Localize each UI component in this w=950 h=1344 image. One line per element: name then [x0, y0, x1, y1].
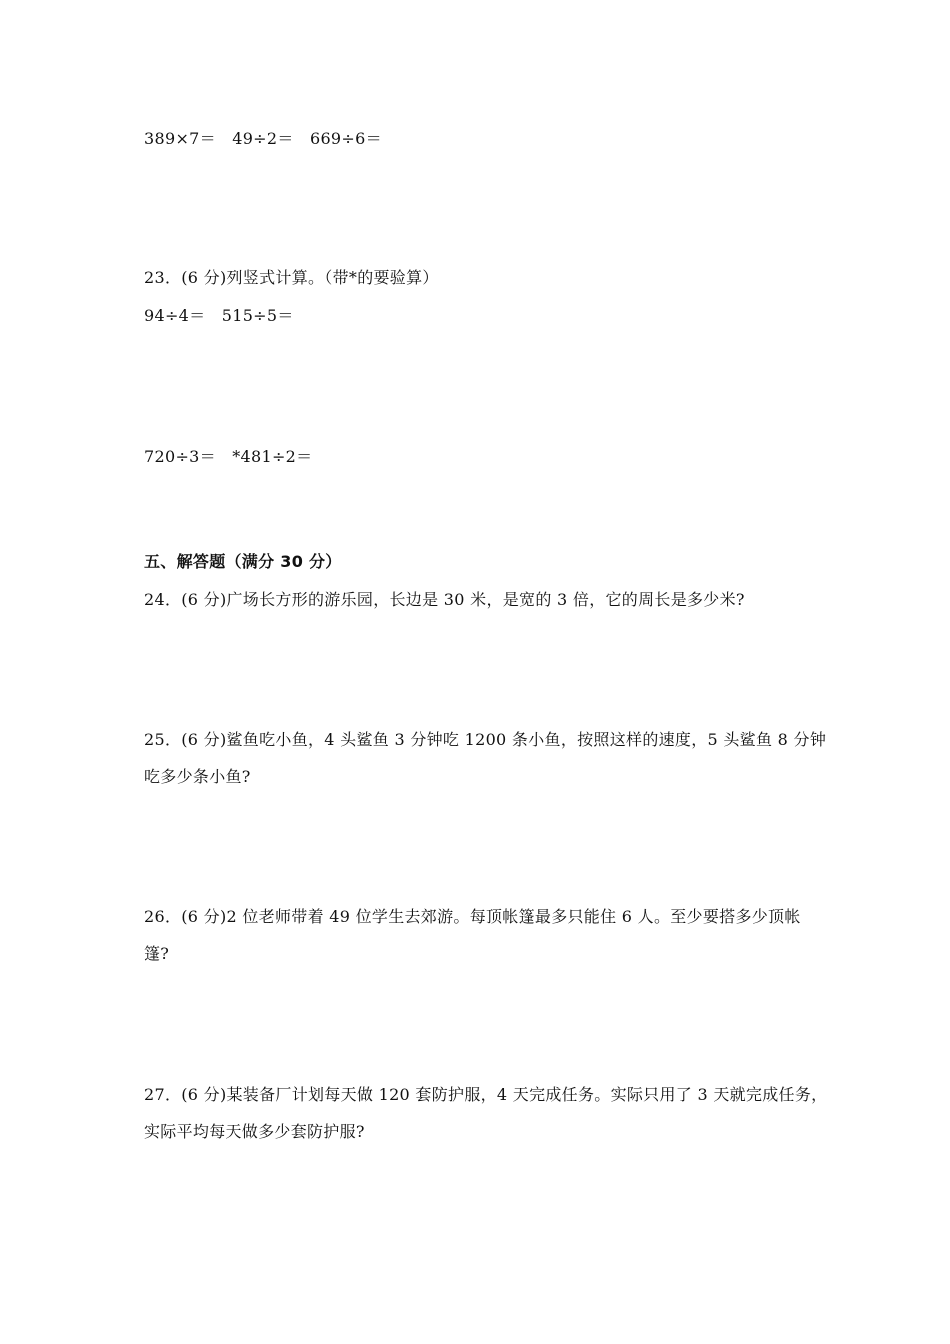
question-26-line-1: 26．(6 分)2 位老师带着 49 位学生去郊游。每顶帐篷最多只能住 6 人。至少要搭多少顶帐: [144, 907, 801, 926]
question-23-row-1: 94÷4＝ 515÷5＝: [144, 306, 294, 325]
question-27-line-1: 27．(6 分)某装备厂计划每天做 120 套防护服，4 天完成任务。实际只用了 3 天就完成任务，: [144, 1085, 828, 1104]
section-5-heading: 五、解答题（满分 30 分）: [144, 552, 342, 571]
calc-line-1: 389×7＝ 49÷2＝ 669÷6＝: [144, 129, 382, 148]
question-23-row-2: 720÷3＝ *481÷2＝: [144, 447, 313, 466]
question-27-line-2: 实际平均每天做多少套防护服?: [144, 1122, 365, 1141]
question-25-line-2: 吃多少条小鱼?: [144, 767, 251, 786]
question-26-line-2: 篷?: [144, 944, 170, 963]
question-24-line-1: 24．(6 分)广场长方形的游乐园，长边是 30 米，是宽的 3 倍，它的周长是多少米?: [144, 590, 745, 609]
question-25-line-1: 25．(6 分)鲨鱼吃小鱼，4 头鲨鱼 3 分钟吃 1200 条小鱼，按照这样的速度，5 头鲨鱼 8 分钟: [144, 730, 827, 749]
question-23-title: 23．(6 分)列竖式计算。（带*的要验算）: [144, 268, 439, 287]
